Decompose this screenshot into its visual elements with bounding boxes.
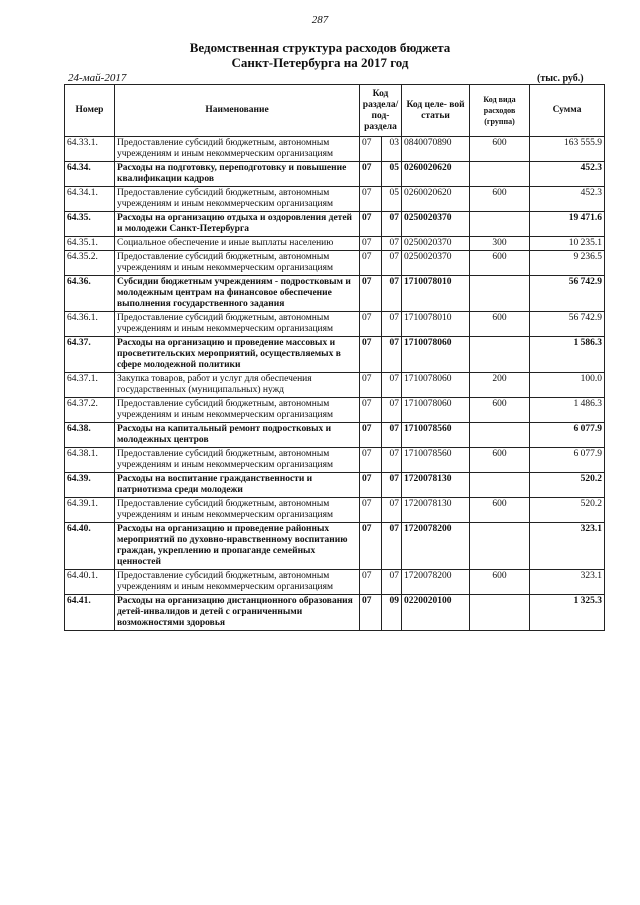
row-target-code: 1720078130: [402, 498, 470, 523]
row-target-code: 0220020100: [402, 595, 470, 631]
row-number: 64.36.1.: [65, 312, 115, 337]
row-name: Закупка товаров, работ и услуг для обеспечения государственных (муниципальных) нужд: [115, 373, 360, 398]
row-subsection-code: 03: [382, 137, 402, 162]
row-sum: 6 077.9: [530, 423, 605, 448]
header-expense-type: Код вида расходов (группа): [470, 85, 530, 137]
row-expense-type: 600: [470, 570, 530, 595]
row-name: Расходы на организацию и проведение массовых и просветительских мероприятий, осуществляемых в сфере молодежной политики: [115, 337, 360, 373]
row-section-code: 07: [360, 498, 382, 523]
header-target-code: Код целе- вой статьи: [402, 85, 470, 137]
row-expense-type: 600: [470, 251, 530, 276]
row-target-code: 1710078560: [402, 423, 470, 448]
row-name: Предоставление субсидий бюджетным, автономным учреждениям и иным некоммерческим организациям: [115, 187, 360, 212]
table-row: [65, 423, 605, 448]
row-sum: 1 486.3: [530, 398, 605, 423]
table-row: [65, 187, 605, 212]
row-section-code: 07: [360, 162, 382, 187]
row-section-code: 07: [360, 237, 382, 251]
row-expense-type: [470, 595, 530, 631]
row-target-code: 0250020370: [402, 212, 470, 237]
row-name: Предоставление субсидий бюджетным, автономным учреждениям и иным некоммерческим организациям: [115, 137, 360, 162]
table-row: [65, 337, 605, 373]
table-row: [65, 251, 605, 276]
row-section-code: 07: [360, 276, 382, 312]
row-sum: 520.2: [530, 473, 605, 498]
row-sum: 10 235.1: [530, 237, 605, 251]
header-name: Наименование: [115, 85, 360, 137]
row-section-code: 07: [360, 523, 382, 570]
row-name: Расходы на организацию и проведение районных мероприятий по духовно-нравственному воспитанию граждан, укреплению и пропаганде семейных ценностей: [115, 523, 360, 570]
row-number: 64.37.: [65, 337, 115, 373]
row-section-code: 07: [360, 212, 382, 237]
row-target-code: 1720078200: [402, 570, 470, 595]
row-number: 64.41.: [65, 595, 115, 631]
row-section-code: 07: [360, 251, 382, 276]
row-target-code: 0260020620: [402, 187, 470, 212]
row-subsection-code: 05: [382, 162, 402, 187]
row-subsection-code: 07: [382, 212, 402, 237]
row-target-code: 1710078060: [402, 373, 470, 398]
row-name: Предоставление субсидий бюджетным, автономным учреждениям и иным некоммерческим организациям: [115, 398, 360, 423]
row-sum: 56 742.9: [530, 312, 605, 337]
table-row: [65, 162, 605, 187]
row-section-code: 07: [360, 137, 382, 162]
row-sum: 1 325.3: [530, 595, 605, 631]
row-name: Предоставление субсидий бюджетным, автономным учреждениям и иным некоммерческим организациям: [115, 312, 360, 337]
row-subsection-code: 07: [382, 498, 402, 523]
row-expense-type: 200: [470, 373, 530, 398]
table-row: [65, 312, 605, 337]
header-sum: Сумма: [530, 85, 605, 137]
row-number: 64.37.2.: [65, 398, 115, 423]
row-number: 64.36.: [65, 276, 115, 312]
title-line-1: Ведомственная структура расходов бюджета: [189, 40, 451, 55]
row-subsection-code: 07: [382, 237, 402, 251]
row-expense-type: [470, 212, 530, 237]
row-target-code: 1710078560: [402, 448, 470, 473]
row-subsection-code: 07: [382, 398, 402, 423]
row-number: 64.37.1.: [65, 373, 115, 398]
row-sum: 1 586.3: [530, 337, 605, 373]
row-name: Расходы на организацию дистанционного образования детей-инвалидов и детей с ограниченными возможностями здоровья: [115, 595, 360, 631]
page-number: 287: [311, 14, 329, 26]
row-section-code: 07: [360, 595, 382, 631]
row-name: Предоставление субсидий бюджетным, автономным учреждениям и иным некоммерческим организациям: [115, 251, 360, 276]
row-sum: 6 077.9: [530, 448, 605, 473]
row-section-code: 07: [360, 423, 382, 448]
table-row: [65, 523, 605, 570]
row-expense-type: [470, 162, 530, 187]
row-subsection-code: 07: [382, 473, 402, 498]
budget-table: [64, 84, 605, 631]
row-name: Социальное обеспечение и иные выплаты населению: [115, 237, 360, 251]
row-sum: 9 236.5: [530, 251, 605, 276]
row-sum: 323.1: [530, 523, 605, 570]
table-row: [65, 473, 605, 498]
units-label: (тыс. руб.): [537, 73, 584, 84]
row-number: 64.34.: [65, 162, 115, 187]
row-section-code: 07: [360, 312, 382, 337]
row-target-code: 0250020370: [402, 251, 470, 276]
table-row: [65, 212, 605, 237]
row-sum: 323.1: [530, 570, 605, 595]
title-line-2: Санкт-Петербурга на 2017 год: [231, 55, 409, 70]
row-section-code: 07: [360, 337, 382, 373]
row-expense-type: [470, 523, 530, 570]
row-number: 64.40.: [65, 523, 115, 570]
row-number: 64.39.1.: [65, 498, 115, 523]
row-name: Расходы на организацию отдыха и оздоровления детей и молодежи Санкт-Петербурга: [115, 212, 360, 237]
row-subsection-code: 09: [382, 595, 402, 631]
row-target-code: 1720078130: [402, 473, 470, 498]
table-body: [65, 137, 605, 631]
table-row: [65, 398, 605, 423]
row-sum: 19 471.6: [530, 212, 605, 237]
row-section-code: 07: [360, 398, 382, 423]
table-row: [65, 570, 605, 595]
row-sum: 520.2: [530, 498, 605, 523]
row-expense-type: [470, 473, 530, 498]
row-subsection-code: 07: [382, 423, 402, 448]
row-subsection-code: 07: [382, 523, 402, 570]
row-sum: 452.3: [530, 162, 605, 187]
row-subsection-code: 07: [382, 312, 402, 337]
row-name: Расходы на воспитание гражданственности и патриотизма среди молодежи: [115, 473, 360, 498]
row-expense-type: 600: [470, 498, 530, 523]
row-number: 64.40.1.: [65, 570, 115, 595]
row-number: 64.38.1.: [65, 448, 115, 473]
table-row: [65, 137, 605, 162]
row-name: Расходы на подготовку, переподготовку и повышение квалификации кадров: [115, 162, 360, 187]
row-expense-type: 600: [470, 312, 530, 337]
row-subsection-code: 05: [382, 187, 402, 212]
row-section-code: 07: [360, 448, 382, 473]
header-section-code: Код раздела/ под- раздела: [360, 85, 402, 137]
table-row: [65, 237, 605, 251]
row-subsection-code: 07: [382, 251, 402, 276]
row-number: 64.34.1.: [65, 187, 115, 212]
row-subsection-code: 07: [382, 448, 402, 473]
row-section-code: 07: [360, 473, 382, 498]
row-name: Предоставление субсидий бюджетным, автономным учреждениям и иным некоммерческим организациям: [115, 448, 360, 473]
table-row: [65, 498, 605, 523]
row-number: 64.39.: [65, 473, 115, 498]
document-title: [0, 40, 640, 70]
row-target-code: 0250020370: [402, 237, 470, 251]
table-row: [65, 276, 605, 312]
row-expense-type: 600: [470, 187, 530, 212]
table-row: [65, 448, 605, 473]
row-expense-type: 300: [470, 237, 530, 251]
row-subsection-code: 07: [382, 337, 402, 373]
row-section-code: 07: [360, 373, 382, 398]
row-target-code: 0840070890: [402, 137, 470, 162]
row-target-code: 1710078060: [402, 337, 470, 373]
table-header-row: [65, 85, 605, 137]
row-target-code: 1720078200: [402, 523, 470, 570]
row-number: 64.33.1.: [65, 137, 115, 162]
row-sum: 452.3: [530, 187, 605, 212]
row-number: 64.35.1.: [65, 237, 115, 251]
row-subsection-code: 07: [382, 570, 402, 595]
row-subsection-code: 07: [382, 276, 402, 312]
row-sum: 100.0: [530, 373, 605, 398]
header-number: Номер: [65, 85, 115, 137]
row-section-code: 07: [360, 570, 382, 595]
row-target-code: 0260020620: [402, 162, 470, 187]
row-expense-type: 600: [470, 137, 530, 162]
document-date: 24-май-2017: [68, 72, 127, 84]
row-number: 64.35.: [65, 212, 115, 237]
row-subsection-code: 07: [382, 373, 402, 398]
row-name: Предоставление субсидий бюджетным, автономным учреждениям и иным некоммерческим организациям: [115, 570, 360, 595]
table-row: [65, 373, 605, 398]
row-section-code: 07: [360, 187, 382, 212]
row-expense-type: [470, 276, 530, 312]
row-expense-type: 600: [470, 448, 530, 473]
row-target-code: 1710078010: [402, 312, 470, 337]
row-name: Субсидии бюджетным учреждениям - подростковым и молодежным центрам на финансовое обеспечение выполнения государственного задания: [115, 276, 360, 312]
row-sum: 56 742.9: [530, 276, 605, 312]
row-number: 64.38.: [65, 423, 115, 448]
row-expense-type: 600: [470, 398, 530, 423]
row-expense-type: [470, 337, 530, 373]
table-row: [65, 595, 605, 631]
row-number: 64.35.2.: [65, 251, 115, 276]
row-name: Расходы на капитальный ремонт подростковых и молодежных центров: [115, 423, 360, 448]
row-sum: 163 555.9: [530, 137, 605, 162]
row-target-code: 1710078060: [402, 398, 470, 423]
row-expense-type: [470, 423, 530, 448]
row-name: Предоставление субсидий бюджетным, автономным учреждениям и иным некоммерческим организациям: [115, 498, 360, 523]
row-target-code: 1710078010: [402, 276, 470, 312]
